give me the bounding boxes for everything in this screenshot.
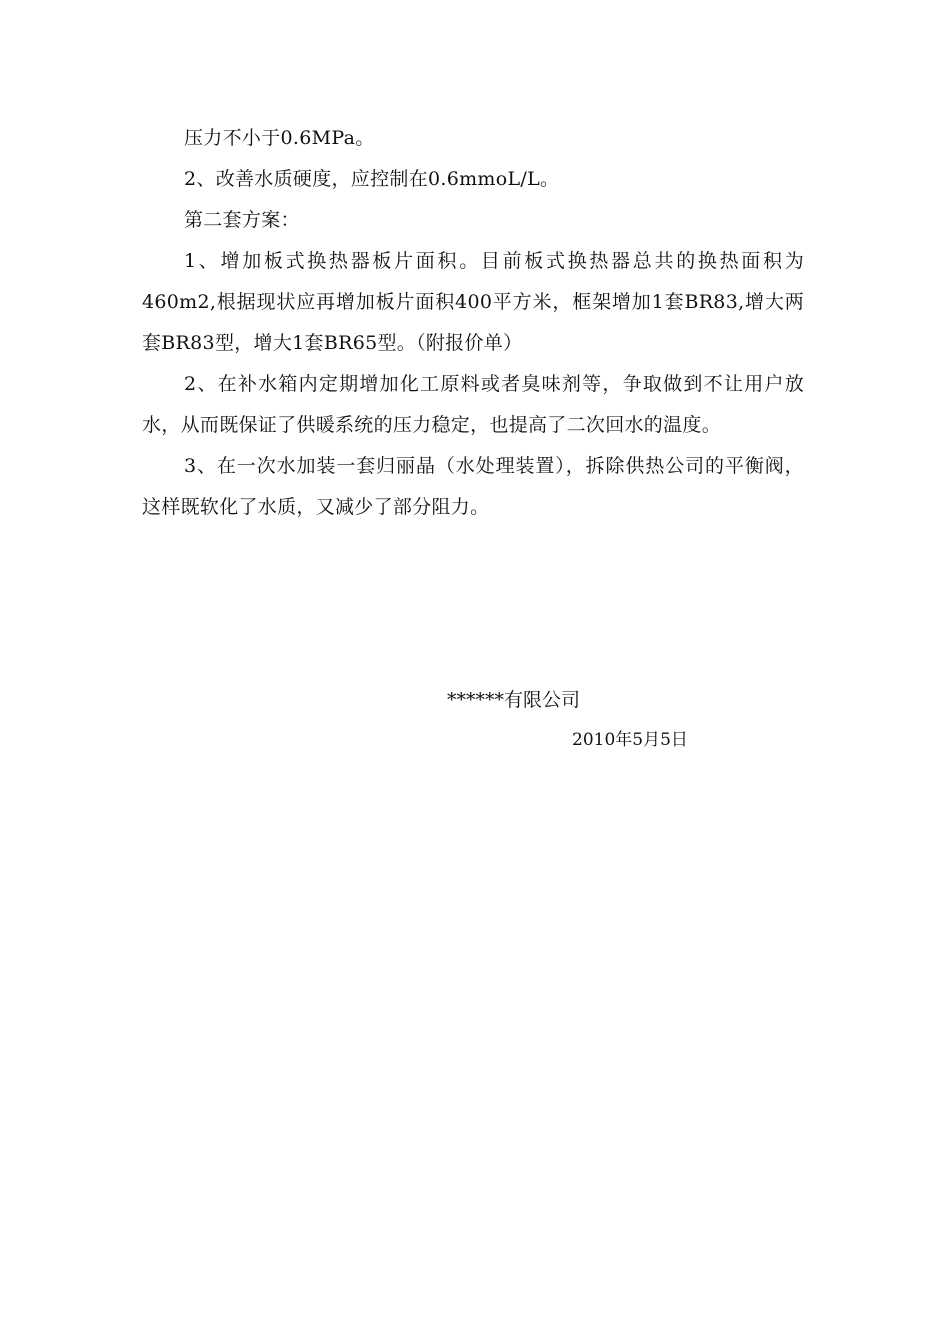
paragraph-water-hardness: 2、改善水质硬度，应控制在0.6mmoL/L。 <box>184 168 560 190</box>
paragraph-pressure: 压力不小于0.6MPa。 <box>184 127 375 149</box>
signature-date: 2010年5月5日 <box>572 730 688 750</box>
paragraph-makeup-tank: 2、在补水箱内定期增加化工原料或者臭味剂等，争取做到不让用户放水，从而既保证了供暖系统的压力稳定，也提高了二次回水的温度。 <box>142 373 804 436</box>
paragraph-plate-area: 1、增加板式换热器板片面积。目前板式换热器总共的换热面积为460m2,根据现状应再增加板片面积400平方米，框架增加1套BR83,增大两套BR83型，增大1套BR65型。（附报价单） <box>142 250 804 354</box>
document-body <box>142 118 804 528</box>
section-heading-plan-two: 第二套方案： <box>184 209 300 231</box>
paragraph-water-treatment: 3、在一次水加装一套归丽晶（水处理装置），拆除供热公司的平衡阀，这样既软化了水质，又减少了部分阻力。 <box>142 455 804 518</box>
signature-company: ******有限公司 <box>447 689 581 711</box>
